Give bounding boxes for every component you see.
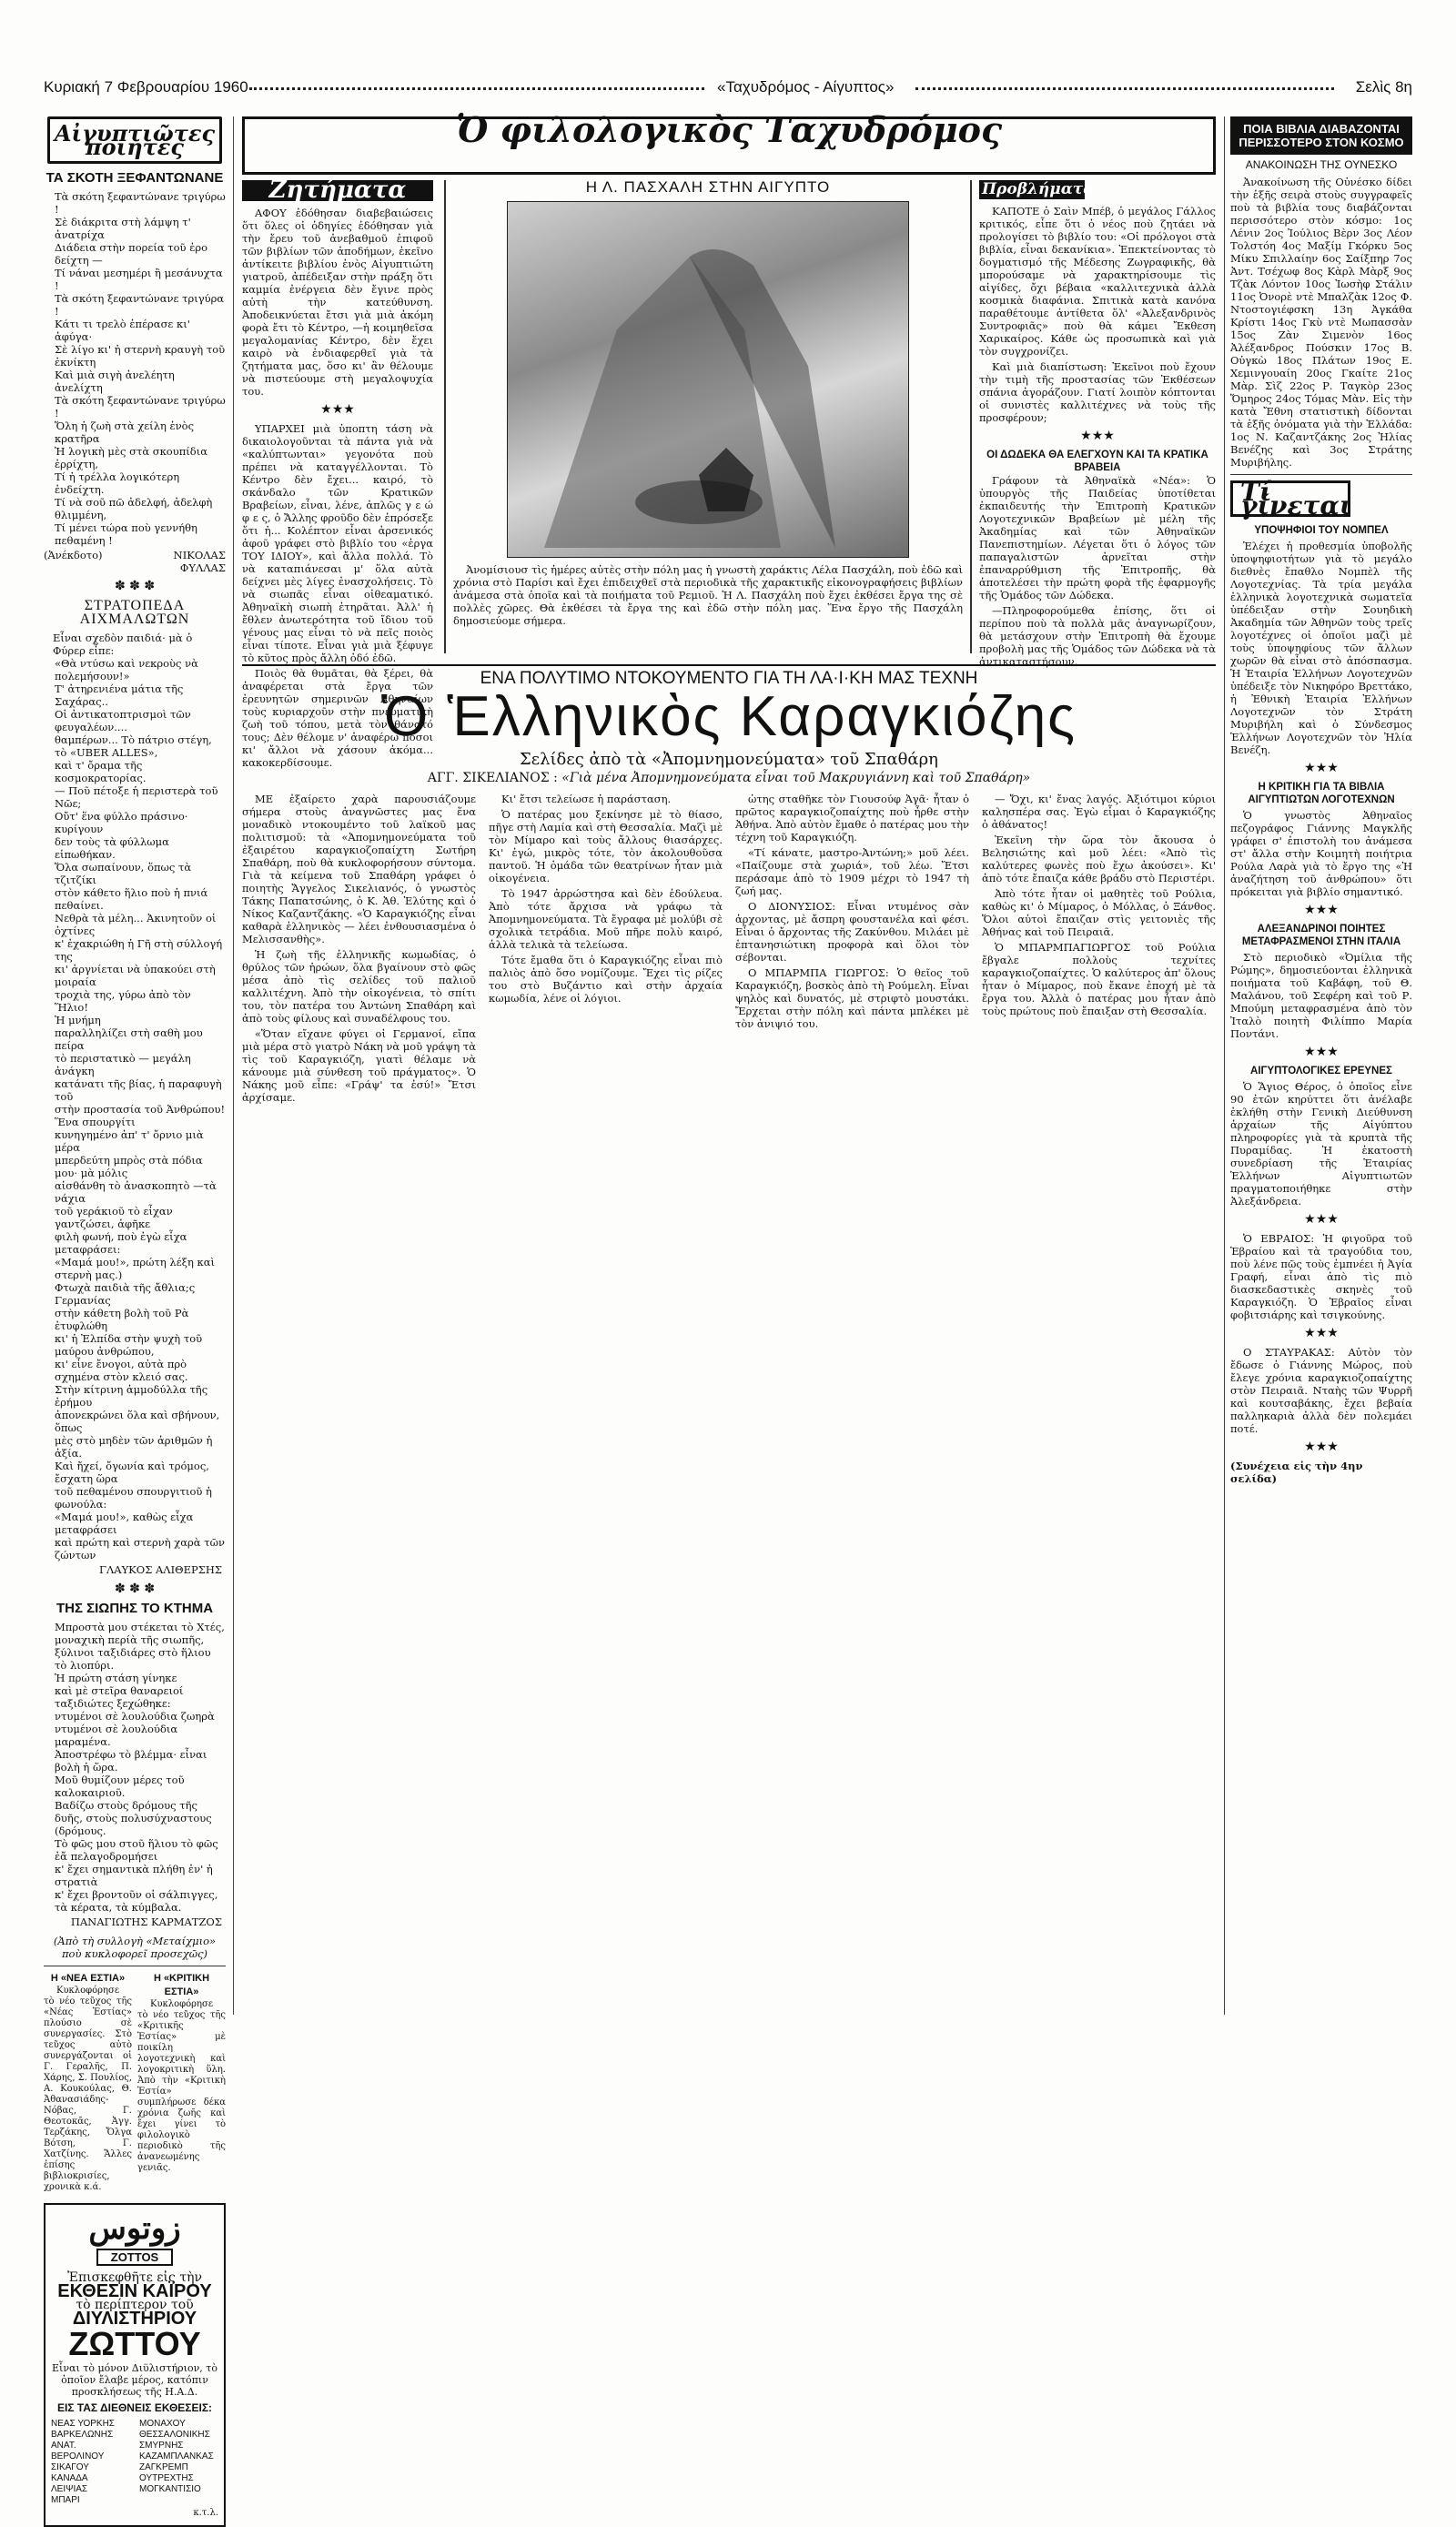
poem-line: φιλὴ φωνή, ποὺ ἐγὼ εἶχα μεταφράσει: bbox=[55, 1230, 187, 1256]
image-caption: Ἀνομίσιουσ τὶς ἡμέρες αὐτὲς στὴν πόλη μας ἡ γνωστὴ χαράκτις Λέλα Πασχάλη, ποὺ ἐδῶ καὶ χρόνια στὸ Παρίσι καὶ ἔχει ἐπιδειχθεῖ στὰ περιοδικὰ τῆς χαρακτικῆς εἰκονογραφήσεις βιβλίων ἀνάμεσα στὰ ὁποῖα καὶ τὰ ποιήματα τοῦ Ρεμιοῦ. Ἡ Λ. Πασχάλη ποὺ ἔχει ἐκθέσει ἔργα της σὲ πολλὲς χῶρες. Θὰ ἐκθέσει τὰ ἔργα της καὶ ἐδῶ στὴν πόλη μας. Ἕνα ἔργο τῆς Πασχάλη δημοσιεύομε σήμερα. bbox=[453, 563, 963, 627]
city-name: ΜΟΓΚΑΝΤΙΣΙΟ bbox=[139, 2484, 201, 2494]
poem-line: θαμπέρων... Τὸ πάτριο στέγη, τὸ «UBER ALLES», bbox=[55, 733, 212, 759]
poem-note: (Ἀνέκδοτο) bbox=[44, 549, 103, 561]
city-name: ΣΙΚΑΓΟΥ bbox=[51, 2462, 89, 2472]
news-text: Ἐλέχει ἡ προθεσμία ὑποβολῆς ὑποψηφιοτήτων γιὰ τὸ μεγάλο διεθνὲς ἔπαθλο Νομπὲλ τῆς Λογοτεχνίας. Τὰ τρία μεγάλα ἑλληνικὰ λογοτεχνικὰ σωματεῖα ὑπέδειξαν στὴν Σουηδικὴ Ἀκαδημία τῶν Ἀθηνῶν τοὺς τρεῖς λογοτέχνες οἱ ὁποῖοι μαζὶ μὲ τοὺς ὑποψηφίους τῶν ἄλλων χωρῶν θὰ εἶναι στὸ ἀπόσπασμα. Ἡ Ἑταιρία Ἑλλήνων Λογοτεχνῶν ὑπέδειξε τὸν Νικηφόρο Βρεττάκο, ἡ Ἐθνικὴ Ἑταιρία Ἑλλήνων Λογοτεχνῶν τὸν Στράτη Μυριβήλη καὶ ὁ Σύνδεσμος Ἑλλήνων Λογοτεχνῶν τὸν Ἠλία Βενέζη. bbox=[1230, 540, 1412, 756]
poem-line: Τί ἡ τρέλλα λογικότερη ἐνδείχτη. bbox=[55, 470, 180, 496]
box-title: ΠΟΙΑ ΒΙΒΛΙΑ ΔΙΑΒΑΖΟΝΤΑΙ ΠΕΡΙΣΣΟΤΕΡΟ ΣΤΟΝ ΚΟΣΜΟ bbox=[1230, 116, 1412, 155]
separator-ornament: ★★★ bbox=[320, 402, 355, 417]
article-paragraph: Γράφουν τὰ Ἀθηναϊκὰ «Νέα»: Ὁ ὑπουργὸς τῆς Παιδείας ὑποτίθεται ἐκπαιδευτής τὴν Ἐπιτροπὴ Κρατικῶν Λογοτεχνικῶν Βραβείων μὲ μέλη τῆς Ἀκαδημίας καὶ τῶν Ἀθηναϊκῶν Πανεπιστημίων. Λέγεται ὅτι ὁ λόγος τῶν παπαγαλιστῶν ἀρνεῖται στὴν ἐπαναρρύθμιση τῆς Ἐπιτροπῆς, θὰ ἀποτελέσει τὴν πρώτη φορὰ τῆς ἐφαρμογῆς τῆς Ὁμάδος τῶν Δώδεκα. bbox=[979, 474, 1216, 601]
engraving-illustration bbox=[508, 202, 908, 557]
poem-line: τοῦ πεθαμένου σπουργιτιοῦ ἡ φωνούλα: bbox=[55, 1485, 212, 1511]
article-column bbox=[489, 793, 723, 1107]
city-name: ΜΠΑΡΙ bbox=[51, 2495, 80, 2505]
news-title: Η «ΝΕΑ ΕΣΤΙΑ» bbox=[50, 1973, 126, 1984]
header-paper: «Ταχυδρόμος - Αίγυπτος» bbox=[717, 78, 895, 96]
poem-line: Τί μένει τώρα ποὺ γεννήθη πεθαμένη ! bbox=[55, 521, 197, 547]
article-title: Ὁ Ἑλληνικὸς Καραγκιόζης bbox=[380, 685, 1077, 748]
poem-body bbox=[44, 657, 226, 1014]
box-text: Ἀνακοίνωση τῆς Οὐνέσκο δίδει τὴν ἑξῆς σειρὰ στοὺς συγγραφεῖς ποὺ τὰ βιβλία τους διαβάζονται περισσότερο στὸν κόσμο: 1ος Λένιν 2ος Ἰούλιος Βὲρν 3ος Λέον Τολστόη 4ος Μαξίμ Γκόρκυ 5ος Μίκυ Σπιλλαίην 6ος Σαίξπηρ 7ος Ἀντ. Τσέχωφ 8ος Κὰρλ Μὰρξ 9ος Τζὰκ Λόντον 10ος Ἰωσὴφ Στάλιν 11ος Ὀνορὲ ντὲ Μπαλζὰκ 12ος Φ. Ντοστογιέφσκη 13η Ἀγκάθα Κρίστι 14ος Γκὺ ντὲ Μωπασσὰν 15ος Ζὰν Σιμενὸν 16ος Ἀλέξανδρος Πούσκιν 17ος Β. Οὐγκὼ 18ος Πλάτων 19ος Ε. Χεμινγουαίη 20ος Γκαίτε 21ος Μὰρ. Σὶζ 22ος Ρ. Ταγκὸρ 23ος Ὅμηρος 24ος Τόμας Μὰν. Εἰς τὴν κατὰ Ἔθνη στατιστικὴ δίδονται τὰ ἑξῆς ὀνόματα γιὰ τὴν Ἑλλάδα: 1ος Ν. Καζαντζάκης 2ος Ἠλίας Βενέζης καὶ 3ος Στράτης Μυριβήλης. bbox=[1230, 176, 1412, 469]
section-banner: Αἰγυπτιῶτες ποιητές bbox=[47, 116, 222, 164]
poem-line: «Μαμά μου!», καθὼς εἶχα μεταφράσει bbox=[55, 1511, 194, 1536]
poem-line: μὲς στὸ μηδὲν τῶν ἀριθμῶν ἡ ἀξία. bbox=[55, 1434, 213, 1460]
poem-line: κι' ἡ Ἐλπίδα στὴν ψυχὴ τοῦ μαύρου ἀνθρώπου, bbox=[55, 1332, 203, 1358]
separator-ornament: ★★★ bbox=[1080, 429, 1115, 443]
ad-line: ΔΙΥΛΙΣΤΗΡΙΟΥ bbox=[72, 2309, 197, 2329]
poem-line: τροχιὰ της, γύρω ἀπὸ τὸν Ἥλιο! bbox=[55, 988, 191, 1014]
poem-line: Τί νάναι μεσημέρι ἢ μεσάνυχτα ! bbox=[55, 267, 223, 292]
poem-line: Τὰ σκότη ξεφαντώνανε τριγύρω ! bbox=[55, 394, 226, 419]
subhead: ΟΙ ΔΩΔΕΚΑ ΘΑ ΕΛΕΓΧΟΥΝ ΚΑΙ ΤΑ ΚΡΑΤΙΚΑ ΒΡΑΒΕΙΑ bbox=[986, 450, 1208, 473]
ad-etc: κ.τ.λ. bbox=[193, 2508, 218, 2518]
article-paragraph: Ἡ ζωὴ τῆς ἑλληνικῆς κωμωδίας, ὁ θρύλος τῶν ἡρώων, ὅλα βγαίνουν στὸ φῶς μέσα ἀπὸ τὶς σελίδες τοῦ παλιοῦ καλλιτέχνη. Ἀπὸ τὴν οἰκογένεια, τὸ σπίτι του, τὸν πατέρα του Ἀντώνη Σπαθάρη καὶ ἀπὸ τοὺς φίλους καὶ συναδέλφους του. bbox=[242, 948, 476, 1025]
header-rule-right bbox=[915, 87, 1334, 90]
poem-line: αἰσθάνθη τὸ ἀνασκοπητὸ —τὰ νάχια bbox=[55, 1179, 217, 1205]
ad-line: τὸ περίπτερον τοῦ bbox=[76, 2298, 194, 2312]
poem-line: Τὸ φῶς μου στοῦ ἥλιου τὸ φῶς ἐἄ πελαγοδρομήσει bbox=[55, 1837, 218, 1863]
poem-author: ΓΛΑΥΚΟΣ ΑΛΙΘΕΡΣΗΣ bbox=[99, 1563, 222, 1576]
poem-line: ντυμένοι σὲ λουλούδια μαραμένα. bbox=[55, 1723, 178, 1748]
right-column bbox=[1230, 116, 1412, 2015]
poem-line: — Ποῦ πέτοξε ἡ περιστερὰ τοῦ Νῶε; bbox=[55, 784, 218, 810]
poem-line: Τ' ἀτηρενιένα μάτια τῆς Σαχάρας.. bbox=[55, 682, 184, 708]
poem-body bbox=[44, 190, 226, 547]
poem-line: Ἀποστρέφω τὸ βλέμμα· εἶναι βολὴ ἡ ὥρα. bbox=[55, 1748, 207, 1774]
news-title: Η «ΚΡΙΤΙΚΗ ΕΣΤΙΑ» bbox=[153, 1973, 210, 1997]
separator-ornament: ★★★ bbox=[1304, 903, 1339, 917]
byline-author: ΑΓΓ. ΣΙΚΕΛΙΑΝΟΣ : bbox=[427, 771, 558, 785]
article-column bbox=[735, 793, 969, 1107]
article-paragraph: Ποιὸς θὰ θυμᾶται, θὰ ξέρει, θὰ ἀναφέρεται στὰ ἔργα τῶν ἐρευνητῶν σημερινῶν Ἀθηναίων τοὺς κυριαρχοῦν στὴν πνευματικὴ ζωὴ τοῦ τόπου, μετὰ τὸν θάνατό τους; Δὲν θέλομε ν' ἀναφέρω πόσοι κι' ἄλλοι νὰ χάσουν ἀκόμα... κακοκερδίσουμε. bbox=[242, 667, 433, 769]
poem-line: κ' ἔχει βροντοῦν οἱ σάλπιγγες, τὰ κέρατα, τὰ κύμβαλα. bbox=[55, 1888, 218, 1914]
article-column bbox=[982, 793, 1216, 1107]
separator-ornament: ★★★ bbox=[1304, 1045, 1339, 1059]
box-subtitle: ΑΝΑΚΟΙΝΩΣΗ ΤΗΣ ΟΥΝΕΣΚΟ bbox=[1245, 158, 1398, 171]
article-paragraph: Ο ΔΙΟΝΥΣΙΟΣ: Εἶναι ντυμένος σὰν ἀρχοντας, μὲ ἄσπρη φουστανέλα καὶ φέσι. Εἶναι ὁ ἄρχοντας τῆς Ζακύνθου. Μιλάει μὲ ἑπτανησιώτικη προφορὰ καὶ ὅλοι τὸν σέβονται. bbox=[735, 900, 969, 964]
poem-line: Βαδίζω στοὺς δρόμους τῆς δυῆς, στοὺς πολυσύχναστους (δρόμους. bbox=[55, 1799, 212, 1837]
news-text: Ὁ γνωστὸς Ἀθηναῖος πεζογράφος Γιάννης Μαγκλῆς γράφει σ' ἐπιστολὴ του ἀνάμεσα στ' ἄλλα στὴν Κοιμητὴ ποιήτρια Ρούλα Λαρὰ γιὰ τὸ ἔργο της «Ἡ ἀναζήτηση τοῦ ἀνθρώπου» ὅτι πρόκειται γιὰ βιβλίο σημαντικό. bbox=[1230, 809, 1412, 898]
masthead: Ὁ φιλολογικὸς Ταχυδρόμος bbox=[242, 116, 1216, 175]
poem-line: Τὰ σκότη ξεφαντώνανε τριγύρω ! bbox=[55, 190, 226, 216]
artwork-image bbox=[507, 201, 909, 558]
poem-line: κατάνατι τῆς βίας, ἡ παραφυγὴ τοῦ bbox=[55, 1077, 222, 1103]
news-text: Στὸ περιοδικὸ «Ὀμίλια τῆς Ρώμης», δημοσιεύονται ἑλληνικὰ ποιήματα τοῦ Καβάφη, τοῦ Θ. Μαλάνου, τοῦ Σεφέρη καὶ τοῦ Ρ. Μπούμη μεταφρασμένα ἀπὸ τὸν Ἰταλὸ ποιητὴ Φιλίππο Μαρία Ποντάνι. bbox=[1230, 951, 1412, 1040]
zottos-advertisement bbox=[44, 2203, 226, 2527]
cities-list bbox=[51, 2419, 130, 2506]
separator-ornament: ✽ ✽ ✽ bbox=[114, 579, 156, 593]
ad-line: ΖΩΤΤΟΥ bbox=[68, 2325, 201, 2362]
poem-line: Καὶ μιὰ σιγὴ ἀνελέητη ἀνελίχτη bbox=[55, 369, 175, 394]
poem-line: καὶ τ' ὄραμα τῆς κοσμοκρατορίας. bbox=[55, 759, 147, 784]
poem-line: καὶ μὲ στεῖρα θαναρειοί ταξιδιώτες ξεχώθηκε: bbox=[55, 1684, 184, 1710]
header-date: Κυριακή 7 Φεβρουαρίου 1960 bbox=[44, 78, 248, 96]
news-title: ΑΛΕΞΑΝΔΡΙΝΟΙ ΠΟΙΗΤΕΣ ΜΕΤΑΦΡΑΣΜΕΝΟΙ ΣΤΗΝ ΙΤΑΛΙΑ bbox=[1241, 924, 1401, 947]
poem-line: Ἡ πρώτη στάση γίνηκε bbox=[55, 1672, 177, 1684]
middle-section bbox=[242, 109, 1216, 2015]
separator-ornament: ★★★ bbox=[1304, 761, 1339, 775]
poem-line: μοναχικὴ περίὰ τῆς σιωπῆς, bbox=[55, 1633, 205, 1646]
column-label: Ζητήματα bbox=[242, 180, 433, 201]
article-paragraph: Καὶ μιὰ διαπίστωση: Ἐκεῖνοι ποὺ ἔχουν τὴν τιμὴ τῆς προστασίας τῶν Ἐκθέσεων σπάνια ἀγοράζουν. Γιατί λοιπὸν κόπτονται οἱ συνιστὲς καλλιτέχνες νὰ τοὺς τῆς προσφέρουν; bbox=[979, 360, 1216, 424]
article-paragraph: ΥΠΑΡΧΕΙ μιὰ ὑποπτη τάση νὰ δικαιολογοῦνται τὰ πάντα γιὰ νὰ «καλύπτωνται» γεγονότα ποὺ πρέπει νὰ καταγγέλλονται. Τὸ Κέντρο δὲν ἔχει... καιρό, τὸ σκάνδαλο τῶν Κρατικῶν Βραβείων, εἶναι, λένε, ἀπλῶς γ ε ώ φ ε ς, ὁ Ἄλλης φροῦδο δὲν ἐπρόσεξε ὅτι ἡ... Κολέπτον εἶναι ἀρσενικός ἀφοῦ γράφει στὸ βιβλίο του «ἐργα ΤΟΥ ΙΔΙΟΥ», καὶ ἄλλα πολλά. Τὸ νὰ καταπιάνεσαι μ' ὅλα αὐτὰ δείχνει μὲς λίγες ἐνασχολήσεις. Τὸ νὰ σιωπᾶς εἶναι οἰθεαματικό. Ἀθηναϊκὴ σιωπὴ ἐτηρᾶται. Ἀλλ' ἡ ἔθλεν ἀνωτερότητα τοῦ ἴδιου τοῦ γένους μας εἶναι τὸ νὰ πεῖς ποιὸς εἶναι τίποτε. Εἶναι γιὰ μιὰ ξέφυγε τὸ κῦτος πρὸς ἄλλη ὁδό ἐδῶ. bbox=[242, 422, 433, 664]
article-subtitle: Σελίδες ἀπὸ τὰ «Ἀπομνημονεύματα» τοῦ Σπαθάρη bbox=[520, 750, 938, 769]
separator-ornament: ★★★ bbox=[1304, 1326, 1339, 1340]
byline-quote: «Γιὰ μένα Ἀπομνημονεύματα εἶναι τοῦ Μακρυγιάννη καὶ τοῦ Σπαθάρη» bbox=[561, 771, 1031, 785]
poem-line: Κάτι τι τρελὸ ἐπέρασε κι' ἀφύγα· bbox=[55, 318, 190, 343]
poem-line: Οὔτ' ἕνα φύλλο πράσινο· κυρίγουν bbox=[55, 810, 188, 835]
news-text: Κυκλοφόρησε τὸ νέο τεῦχος τῆς «Κριτικῆς Ἑστίας» μὲ ποικίλη λογοτεχνικὴ καὶ λογοκριτικὴ ὕλη. Ἀπὸ τὴν «Κριτικὴ Ἑστία» συμπλήρωσε δέκα χρόνια ζωῆς καὶ ἔχει γίνει τὸ φιλολογικὸ περιοδικὸ τῆς ἀνανεωμένης γενιᾶς. bbox=[137, 1999, 226, 2173]
poem-line: καὶ πρώτη καὶ στερνὴ χαρὰ τῶν ζώντων bbox=[55, 1536, 225, 1562]
poem-title: ΤΗΣ ΣΙΩΠΗΣ ΤΟ ΚΤΗΜΑ bbox=[56, 1601, 214, 1616]
poem-body bbox=[44, 1014, 226, 1562]
city-name: ΒΑΡΚΕΛΩΝΗΣ bbox=[51, 2430, 114, 2440]
city-name: ΛΕΙΨΙΑΣ bbox=[51, 2484, 88, 2494]
poem-line: Καὶ ἤχεί, ὄγωνία καὶ τρόμος, ἔσχατη ὥρα bbox=[55, 1460, 209, 1485]
continuation-note: (Συνέχεια εἰς τὴν 4ην σελίδα) bbox=[1230, 1460, 1363, 1485]
poem-line: στὴν προστασία τοῦ Ἀνθρώπου! Ἕνα σπουργίτι bbox=[55, 1103, 226, 1128]
city-name: ΟΥΤΡΕΧΤΗΣ bbox=[139, 2473, 194, 2483]
poem-line: ντυμένοι σὲ λουλούδια ζωηρὰ bbox=[55, 1710, 215, 1723]
poem-line: Ἡ λογικὴ μὲς στὰ σκουπίδια ἐρρίχτη, bbox=[55, 445, 207, 470]
section-label: Τί γίνεται bbox=[1230, 480, 1350, 517]
poem-line: Σὲ λίγο κι' ἡ στερνὴ κραυγὴ τοῦ ἐκνίκτη bbox=[55, 343, 226, 369]
poem-line: μπερδεύτη μπρὸς στὰ πόδια μου· μὰ μόλις bbox=[55, 1154, 203, 1179]
poem-line: Ὅλα σωπαίνουν, ὅπως τὰ τζιτζίκι bbox=[55, 861, 192, 886]
poem-line: Ὅλη ἡ ζωὴ στὰ χείλη ἑνὸς κρατῆρα bbox=[55, 419, 195, 445]
article-paragraph: Ἐκεῖνη τὴν ὥρα τὸν ἄκουσα ὁ Βελησιώτης καὶ μοῦ λέει: «Ἀπὸ τὶς καλύτερες φωνὲς ποὺ ἔχω ἀκούσει». Κι' ἀπὸ τότε ἔπαιζα κάθε βράδυ στὸ Περιστέρι. bbox=[982, 834, 1216, 884]
poem-line: Τὰ σκότη ξεφαντώνανε τριγύρα ! bbox=[55, 292, 225, 318]
poem-line: κ' ἔχει σημαντικὰ πλήθη ἐν' ἡ στρατιὰ bbox=[55, 1863, 213, 1888]
poem-title: ΣΤΡΑΤΟΠΕΔΑ ΑΙΧΜΑΛΩΤΩΝ bbox=[79, 598, 190, 627]
article-paragraph: ὡτης σταθῆκε τὸν Γιουσούφ Ἀγᾶ· ἦταν ὁ πρῶτος καραγκιοζοπαίχτης ποὺ ἦρθε στὴν Ἀθήνα. Ἀπὸ αὐτὸν ἔμαθε ὁ πατέρας μου τὴν τέχνη τοῦ Καραγκιόζη. bbox=[735, 793, 969, 844]
brand-arabic: زوتوس bbox=[88, 2211, 181, 2246]
city-name: ΑΝΑΤ. ΒΕΡΟΛΙΝΟΥ bbox=[51, 2441, 105, 2461]
city-name: ΚΑΖΑΜΠΛΑΝΚΑΣ bbox=[139, 2451, 214, 2461]
poem-line: Τί νὰ σοῦ πῶ ἀδελφή, ἀδελφὴ θλιμμένη, bbox=[55, 496, 213, 521]
article-kicker: ΕΝΑ ΠΟΛΥΤΙΜΟ ΝΤΟΚΟΥΜΕΝΤΟ ΓΙΑ ΤΗ ΛΑ·Ι·ΚΗ ΜΑΣ ΤΕΧΝΗ bbox=[242, 664, 1216, 685]
article-paragraph: Ὁ πατέρας μου ξεκίνησε μὲ τὸ θίασο, πῆγε στὴ Λαμία καὶ στὴ Θεσσαλία. Μαζὶ μὲ τὸν Μίμαρο καὶ τοὺς ἄλλους θιασάρχες. Κι' ἐγώ, μικρὸς τότε, τὸν ἀκολουθοῦσα παντοῦ. Ἡ ὁμάδα τῶν θεατρίνων ἦταν μιὰ οἰκογένεια. bbox=[489, 808, 723, 884]
separator-ornament: ★★★ bbox=[1304, 1212, 1339, 1227]
article-byline bbox=[242, 772, 1216, 785]
ad-line: ΕΚΘΕΣΙΝ ΚΑΪΡΟΥ bbox=[57, 2281, 212, 2301]
city-name: ΖΑΓΚΡΕΜΠ bbox=[139, 2462, 188, 2472]
poem-line: Μπροστὰ μου στέκεται τὸ Χτές, bbox=[55, 1621, 225, 1633]
poem-line: τοῦ γεράκιοῦ τὸ εἶχαν γαντζώσει, ἀφῆκε bbox=[55, 1205, 173, 1230]
news-title: ΥΠΟΨΗΦΙΟΙ ΤΟΥ ΝΟΜΠΕΛ bbox=[1254, 525, 1389, 536]
news-title: Η ΚΡΙΤΙΚΗ ΓΙΑ ΤΑ ΒΙΒΛΙΑ ΑΙΓΥΠΤΙΩΤΩΝ ΛΟΓΟΤΕΧΝΩΝ bbox=[1248, 782, 1395, 805]
news-text: Ο ΣΤΑΥΡΑΚΑΣ: Αὐτὸν τὸν ἔδωσε ὁ Γιάννης Μώρος, ποὺ ἔλεγε χρόνια καραγκιοζοπαίχτης στὸν Πειραιᾶ. Νταὴς τῶν Ψυρρῆ καὶ κουτσαβάκης, ἔχει βεβαία παλληκαριὰ ἀλλὰ δὲν πολεμάει ποτέ. bbox=[1230, 1346, 1412, 1435]
news-text: Κυκλοφόρησε τὸ νέο τεῦχος τῆς «Νέας Ἑστίας» πλούσιο σὲ συνεργασίες. Στὸ τεῦχος αὐτὸ συνεργάζονται οἱ Γ. Γεραλῆς, Π. Χάρης, Σ. Πουλίος, Α. Κουκούλας, Θ. Ἀθανασιάδης-Νόβας, Γ. Θεοτοκᾶς, Ἀγγ. Τερζάκης, Ὄλγα Βότση, Γ. Χατζίνης. Ἄλλες ἐπίσης βιβλιοκρισίες, χρονικὰ κ.ά. bbox=[44, 1986, 133, 2192]
city-name: ΚΑΝΑΔΑ bbox=[51, 2473, 88, 2483]
article-paragraph: Κι' ἔτσι τελείωσε ἡ παράσταση. bbox=[501, 793, 672, 805]
city-name: ΣΜΥΡΝΗΣ bbox=[139, 2441, 184, 2451]
poem-line: παραλληλίζει στὴ σαθὴ μου πείρα bbox=[55, 1026, 203, 1052]
city-name: ΘΕΣΣΑΛΟΝΙΚΗΣ bbox=[139, 2430, 210, 2440]
poem-source: (Ἀπὸ τὴ συλλογὴ «Μεταίχμιο» ποὺ κυκλοφορεῖ προσεχῶς) bbox=[53, 1935, 217, 1960]
poem-line: κι' ἀργνίεται νὰ ὑπακούει στὴ μοιραία bbox=[55, 963, 216, 988]
poem-line: κι' εἶνε ἔνογοι, αὐτὰ πρὸ σχημένα στὸν κλειό σας. bbox=[55, 1358, 188, 1383]
news-text: Ὁ Ἅγιος Θέρος, ὁ ὁποῖος εἶνε 90 ἐτῶν κηρύττει ὅτι ἀνέλαβε ἐκλήθη στὴν Γενικὴ Διεύθυνση ἀρχαίων τῆς Αἰγύπτου πληροφορίες γιὰ τὰ κρυπτὰ τῆς Πυραμίδας. Ἡ ἑκατοστὴ συνεδρίαση τῆς Ἑταιρίας Ἑλλήνων Αἰγυπτιωτῶν πραγματοποιήθηκε στὴν Ἀλεξάνδρεια. bbox=[1230, 1080, 1412, 1208]
article-paragraph: — Ὄχι, κι' ἔνας λαγός. Ἀξιότιμοι κύριοι καλησπέρα σας. Ἐγὼ εἶμαι ὁ Καραγκιόζης ὁ ἀθάνατος! bbox=[982, 793, 1216, 831]
article-paragraph: Τότε ἔμαθα ὅτι ὁ Καραγκιόζης εἶναι πιὸ παλιὸς ἀπὸ ὅσο νομίζουμε. Ἔχει τὶς ρίζες του στὸ Βυζάντιο καὶ στὴν ἀρχαία κωμωδία, λένε οἱ λόγιοι. bbox=[489, 954, 723, 1005]
column-rule bbox=[1224, 116, 1225, 2015]
poem-author: ΝΙΚΟΛΑΣ ΦΥΛΛΑΣ bbox=[173, 549, 226, 574]
poem-line: Μοῦ θυμίζουν μέρες τοῦ καλοκαιριοῦ. bbox=[55, 1774, 185, 1799]
article-columns bbox=[242, 793, 1216, 1107]
article-paragraph: «Ὅταν εἴχανε φύγει οἱ Γερμανοί, εἴπα μιὰ μέρα στὸ γιατρὸ Νάκη νὰ μοῦ γράψη τὰ τὶς τοῦ Καραγκιόζη, γιατὶ θέλαμε νὰ κάνουμε μιὰ σύνθεση τοῦ πράγματος». Ὁ Νάκης μοῦ εἶπε: «Γράψ' τα ἐσύ!» Ἔτσι ἀρχίσαμε. bbox=[242, 1027, 476, 1104]
column-rule bbox=[233, 116, 234, 2015]
article-paragraph: ΑΦΟΥ ἐδόθησαν διαβεβαιώσεις ὅτι ὅλες οἱ ὁδηγίες ἐδόθησαν γιὰ τὴν ἔρευ τοῦ ἀνεβαθμοῦ ἐπιφοῦ τῶν βιβλίων τῶν ἀποδήμων, ἐκεῖνο ἀντίκειτε βιβλίου ἑνὸς Αἰγυπτιώτη γιατροῦ, ἀπέδειξαν στὴν πράξη ὅτι καμμία ἐνέργεια δὲν ἔγινε πρὸς αὐτὴ τὴν κατεύθυνση. Ἀποδεικνύεται ἔτσι γιὰ μιὰ ἀκόμη φορὰ ἔτι τὸ Κέντρο, —ἡ κοιμηθεῖσα μεγαλομανίας Κέντρο, δὲν ἔχει καιρὸ νὰ ἐνδιαφερθεῖ γιὰ τὰ ζητήματα μας, ὅσο κι' ἂν θέλουμε νὰ πιστεύουμε στὴ μεγαλοψυχία του. bbox=[242, 207, 433, 398]
poem-line: «Μαμά μου!», πρώτη λέξη καὶ στερνὴ μας.) bbox=[55, 1256, 216, 1281]
poem-line: Φτωχὰ παιδιὰ τῆς ἄθλια;ς Γερμανίας bbox=[55, 1281, 196, 1307]
poem-line: ξύλινοι ταξιδιάρες στὸ ἥλιου τὸ λιοπύρι. bbox=[55, 1646, 211, 1672]
article-paragraph: Ἀπὸ τότε ἦταν οἱ μαθητὲς τοῦ Ρούλια, καθὼς κι' ὁ Μίμαρος, ὁ Μόλλας, ὁ Ξάνθος. Ὅλοι αὐτοὶ ἔπαιζαν στὶς γειτονιὲς τῆς Ἀθήνας καὶ τοῦ Πειραιᾶ. bbox=[982, 887, 1216, 938]
poem-intro: Εἶναι σχεδὸν παιδιά· μὰ ὁ Φύρερ εἶπε: bbox=[53, 632, 193, 657]
poem-line: Οἱ ἀντικατοπτρισμοὶ τῶν φευγαλέων.... bbox=[55, 708, 191, 733]
news-text: Ὁ ΕΒΡΑΙΟΣ: Ἡ φιγοῦρα τοῦ Ἑβραίου καὶ τὰ τραγούδια του, ποὺ λένε πῶς τοὺς ἐμπνέει ἡ Ἀγία Γραφή, εἶναι ἀπὸ τὶς πιὸ διασκεδαστικὲς σκηνὲς τοῦ Καραγκιόζη. Ὁ Ἑβραῖος εἶναι φοβιτσιάρης καὶ τσιγκούνης. bbox=[1230, 1232, 1412, 1321]
poem-line: στὸν κάθετο ἥλιο ποὺ ἡ πνιά πεθαίνει. bbox=[55, 886, 208, 912]
article-paragraph: —Πληροφορούμεθα ἐπίσης, ὅτι οἱ περίπου ποὺ τὰ πολλὰ μᾶς ἀναγνωρίζουν, θὰ μετάσχουν στὴν Ἐπιτροπὴ θὰ ἔχουμε προβολὴ μας τῆς Ὁμάδος τῶν Δώδεκα νὰ τὰ ἀντικαταστήσουν. bbox=[979, 604, 1216, 668]
article-paragraph: ΚΑΠΟΤΕ ὁ Σαὶν Μπέβ, ὁ μεγάλος Γάλλος κριτικός, εἶπε ὅτι ὁ νέος ποὺ ζητάει νὰ προλογίσει τὸ βιβλίο του: «Οἱ πρόλογοι στὰ βιβλία, εἶναι δεκανίκια». Ἐπεκτείνοντας τὸ δογματισμό τῆς Μέδεσης Ζωγραφικῆς, θὰ μπορούσαμε νὰ χαρακτηρίσουμε τὶς αἰγίδες, ὄχι βέβαια «καλλιτεχνικὰ ἀλλὰ κοσμικὰ διαφάνια. Σπιτικὰ κατὰ κανόνα παραθέτουμε ἀντίθετα ὅλ' «Ἀλεξανδρινὸς Συντροφιᾶς» ποὺ θὰ κάμει Ἔκθεση Χαρικαίρος. Κάθε ὡς προσωπικὰ καὶ γιὰ τὸν συγχρονίζει. bbox=[979, 205, 1216, 358]
article-paragraph: Ο ΜΠΑΡΜΠΑ ΓΙΩΡΓΟΣ: Ὁ θεῖος τοῦ Καραγκιόζη, βοσκὸς ἀπὸ τὴ Ρούμελη. Εἶναι ψηλὸς καὶ δυνατός, μὲ στριφτὸ μουστάκι. Ἔρχεται στὴν πόλη καὶ πάντα μπλέκει μὲ τὸν ἀνιψιό του. bbox=[735, 966, 969, 1030]
city-name: ΜΟΝΑΧΟΥ bbox=[139, 2419, 186, 2429]
poem-line: Σὲ διάκριτα στὴ λάμψη τ' ἀνατρίχα bbox=[55, 216, 191, 241]
poem-line: ἀπονεκρώνει ὅλα καὶ σβήνουν, ὅπως bbox=[55, 1409, 220, 1434]
column-label: Προβλήματα bbox=[979, 180, 1085, 199]
poem-body bbox=[44, 1621, 226, 1914]
article-paragraph: «Τί κάνατε, μαστρο-Ἀντώνη;» μοῦ λέει. «Παίζουμε στὰ χωριά», τοῦ λέω. Ἔτσι περάσαμε ἀπὸ τὸ 1909 μέχρι τὸ 1947 τὴ ζωή μας. bbox=[735, 846, 969, 897]
header-page: Σελὶς 8η bbox=[1355, 78, 1412, 96]
ad-line: ΕΙΣ ΤΑΣ ΔΙΕΘΝΕΙΣ ΕΚΘΕΣΕΙΣ: bbox=[56, 2401, 213, 2414]
article-paragraph: ΜΕ ἐξαίρετο χαρὰ παρουσιάζουμε σήμερα στοὺς ἀναγνῶστες μας ἕνα μοναδικὸ ντοκουμέντο τοῦ λαϊκοῦ μας πολιτισμοῦ: τὰ «Ἀπομνημονεύματα τοῦ ἐξαιρέτου καραγκιοζοπαίχτη Σωτήρη Σπαθάρη, ποὺ θὰ κυκλοφορήσουν σύντομα. Γιὰ τὰ κείμενα τοῦ Σπαθάρη γράφει ὁ ποιητὴς Ἄγγελος Σικελιανός, ὁ γνωστὸς Τάκης Παπατσώνης, ὁ Κ. Ἀθ. Ἐλύτης καὶ ὁ Νίκος Καζαντζάκης. «Ὁ Καραγκιόζης εἶναι καθαρὰ ἑλληνικὸς — λέει ἐνθουσιασμένα ὁ Μελισσανθὴς». bbox=[242, 793, 476, 945]
header-rule-left bbox=[249, 87, 704, 90]
poem-line: Ἡ μνήμη bbox=[55, 1014, 101, 1026]
poem-title: ΤΑ ΣΚΟΤΗ ΞΕΦΑΝΤΩΝΑΝΕ bbox=[46, 170, 224, 186]
poem-line: δεν τοὺς τὰ φύλλωμα εἰπωθήκαν. bbox=[55, 835, 169, 861]
poem-line: κ' ἐχακριώθη ἡ Γῆ στὴ σύλλογή της bbox=[55, 937, 223, 963]
separator-ornament: ✽ ✽ ✽ bbox=[114, 1582, 156, 1596]
city-name: ΝΕΑΣ ΥΟΡΚΗΣ bbox=[51, 2419, 115, 2429]
poem-line: Διάδεια στὴν πορεία τοῦ ἐρο δείχτη — bbox=[55, 241, 208, 267]
ad-line: Εἶναι τὸ μόνον Διϋλιστήριον, τὸ ὁποῖον ἔλαβε μέρος, κατόπιν προσκλήσεως τῆς Η.Α.Δ. bbox=[52, 2362, 217, 2398]
cities-list bbox=[139, 2419, 218, 2506]
poem-line: κυνηγημένο ἀπ' τ' ὄρνιο μιὰ μέρα bbox=[55, 1128, 204, 1154]
page-header bbox=[44, 78, 1412, 106]
poem-line: Νεθρὰ τὰ μέλη... Ἀκινητοῦν οἱ ὀχτίνες bbox=[55, 912, 217, 937]
news-title: ΑΙΓΥΠΤΟΛΟΓΙΚΕΣ ΕΡΕΥΝΕΣ bbox=[1250, 1066, 1392, 1077]
article-paragraph: Τὸ 1947 ἀρρώστησα καὶ δὲν ἐδούλευα. Ἀπὸ τότε ἄρχισα νὰ γράφω τὰ Ἀπομνημονεύματα. Τὰ ἔγραφα μὲ μολύβι σὲ σχολικὰ τετράδια. Μοῦ πῆρε πολὺ καιρό, ἀλλὰ τελικὰ τὰ τελείωσα. bbox=[489, 887, 723, 951]
left-column bbox=[44, 116, 226, 2518]
zottos-logo: ZOTTOS bbox=[96, 2249, 173, 2266]
separator-ornament: ★★★ bbox=[1304, 1440, 1339, 1454]
poem-line: τὸ περιστατικὸ — μεγάλη ἀνάγκη bbox=[55, 1052, 191, 1077]
article-paragraph: Ὁ ΜΠΑΡΜΠΑΓΙΩΡΓΟΣ τοῦ Ρούλια ἔβγαλε πολλοὺς τεχνίτες καραγκιοζοπαίχτες. Ὁ καλύτερος ἀπ' ὅλους ἦταν ὁ Μίμαρος, ποὺ ἔκανε ἐποχή μὲ τὰ ἔργα του. Ἀλλὰ ὁ πατέρας μου ἦταν ἀπὸ τοὺς πρώτους ποὺ ἔπαιξαν στὴ Θεσσαλία. bbox=[982, 941, 1216, 1017]
article-title: Η Λ. ΠΑΣΧΑΛΗ ΣΤΗΝ ΑΙΓΥΠΤΟ bbox=[585, 178, 831, 196]
poem-author: ΠΑΝΑΓΙΩΤΗΣ ΚΑΡΜΑΤΖΟΣ bbox=[70, 1915, 222, 1928]
ad-line: Ἐπισκεφθῆτε εἰς τὴν bbox=[67, 2270, 202, 2285]
article-column bbox=[242, 793, 476, 1107]
poem-line: στὴν κάθετη βολὴ τοῦ Ρὰ ἐτυφλώθη bbox=[55, 1307, 189, 1332]
news-items bbox=[1230, 524, 1412, 1454]
poem-line: «Θὰ ντύσω καὶ νεκροὺς νὰ πολεμήσουν!» bbox=[55, 657, 198, 682]
poem-line: Στὴν κίτρινη ἀμμοδύλλα τῆς ἐρήμου bbox=[55, 1383, 208, 1409]
